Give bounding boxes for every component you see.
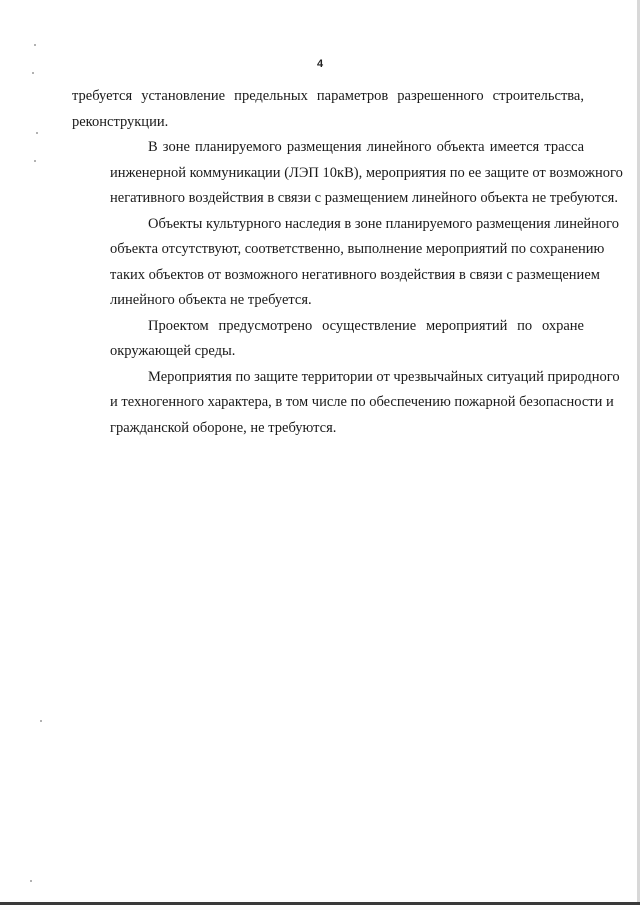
paragraph-4 <box>72 314 584 365</box>
scan-speck <box>34 44 36 46</box>
paragraph-3 <box>72 212 619 314</box>
document-body <box>72 84 623 441</box>
paragraph-line: линейного объекта не требуется. <box>110 292 312 308</box>
scan-speck <box>36 132 38 134</box>
page-number: 4 <box>316 58 324 70</box>
paragraph-line: негативного воздействия в связи с размещением линейного объекта не требуются. <box>110 190 618 206</box>
paragraph-line: окружающей среды. <box>110 343 236 359</box>
paragraph-line: Мероприятия по защите территории от чрезвычайных ситуаций природного <box>148 368 620 385</box>
paragraph-2 <box>72 135 623 212</box>
paragraph-line: Проектом предусмотрено осуществление мероприятий по охране <box>148 317 584 334</box>
paragraph-line: требуется установление предельных параметров разрешенного строительства, <box>72 88 584 104</box>
paragraph-5 <box>72 365 620 442</box>
paragraph-1 <box>72 84 584 135</box>
paragraph-line: и техногенного характера, в том числе по обеспечению пожарной безопасности и <box>110 394 614 410</box>
paragraph-line: гражданской обороне, не требуются. <box>110 419 337 436</box>
scan-speck <box>34 160 36 162</box>
scan-speck <box>40 720 42 722</box>
scan-speck <box>32 72 34 74</box>
paragraph-line: таких объектов от возможного негативного воздействия в связи с размещением <box>110 266 600 283</box>
paragraph-line: объекта отсутствуют, соответственно, выполнение мероприятий по сохранению <box>110 241 605 257</box>
paragraph-line: В зоне планируемого размещения линейного объекта имеется трасса <box>148 139 584 155</box>
scan-speck <box>30 880 32 882</box>
paragraph-line: Объекты культурного наследия в зоне планируемого размещения линейного <box>148 215 619 232</box>
paragraph-line: инженерной коммуникации (ЛЭП 10кВ), мероприятия по ее защите от возможного <box>110 164 623 181</box>
paragraph-line: реконструкции. <box>72 113 169 130</box>
